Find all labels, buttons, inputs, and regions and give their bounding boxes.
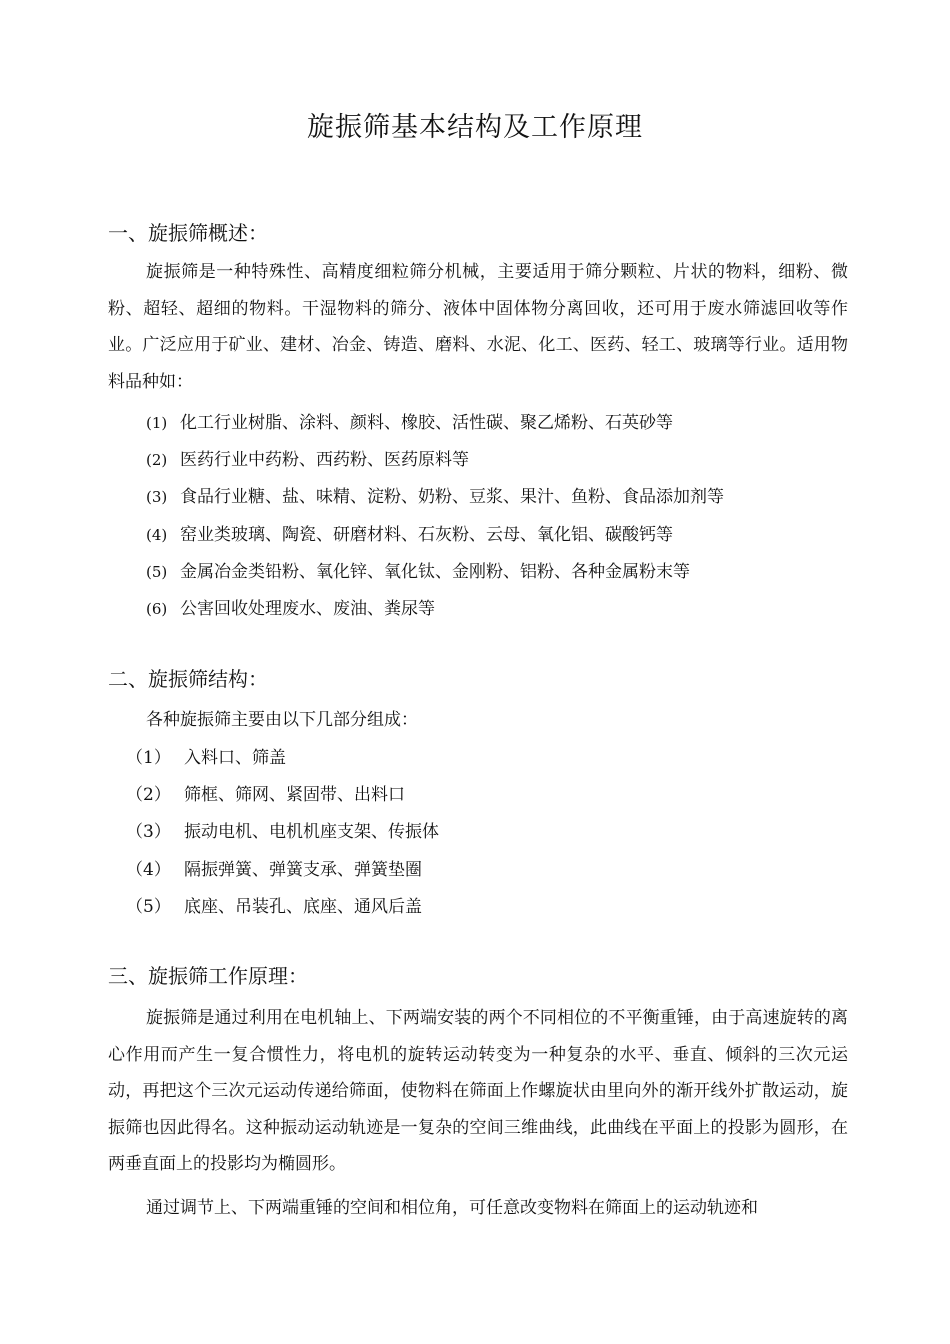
- section-1-paragraph: 旋振筛是一种特殊性、高精度细粒筛分机械，主要适用于筛分颗粒、片状的物料，细粉、微粉、超轻、超细的物料。干湿物料的筛分、液体中固体物分离回收，还可用于废水筛滤回收等作业。广泛应用于矿业、建材、冶金、铸造、磨料、水泥、化工、医药、轻工、玻璃等行业。适用物料品种如：: [108, 262, 848, 392]
- material-item: [146, 408, 673, 438]
- item-number: (2): [146, 451, 168, 469]
- item-text: 医药行业中药粉、西药粉、医药原料等: [180, 450, 469, 470]
- item-number: （1）: [126, 748, 171, 768]
- item-text: 化工行业树脂、涂料、颜料、橡胶、活性碳、聚乙烯粉、石英砂等: [180, 413, 673, 433]
- section-2-intro: 各种旋振筛主要由以下几部分组成：: [146, 710, 418, 730]
- item-text: 隔振弹簧、弹簧支承、弹簧垫圈: [184, 860, 422, 880]
- material-item: [146, 594, 435, 624]
- material-item: [146, 445, 469, 475]
- item-text: 底座、吊装孔、底座、通风后盖: [184, 897, 422, 917]
- item-number: (1): [146, 414, 168, 432]
- material-item: [146, 557, 690, 587]
- item-text: 振动电机、电机机座支架、传振体: [184, 822, 439, 842]
- structure-item: [126, 855, 422, 885]
- section-2-heading: 二、旋振筛结构：: [108, 667, 268, 691]
- item-text: 窑业类玻璃、陶瓷、研磨材料、石灰粉、云母、氧化铝、碳酸钙等: [180, 525, 673, 545]
- material-item: [146, 482, 724, 512]
- item-text: 入料口、筛盖: [184, 748, 286, 768]
- item-number: （4）: [126, 860, 171, 880]
- item-number: (4): [146, 526, 168, 544]
- section-3-heading: 三、旋振筛工作原理：: [108, 964, 308, 988]
- item-text: 金属冶金类铅粉、氧化锌、氧化钛、金刚粉、铝粉、各种金属粉末等: [180, 562, 690, 582]
- item-number: (5): [146, 563, 168, 581]
- item-text: 筛框、筛网、紧固带、出料口: [184, 785, 405, 805]
- item-text: 公害回收处理废水、废油、粪尿等: [180, 599, 435, 619]
- structure-item: [126, 892, 422, 922]
- item-number: （3）: [126, 822, 171, 842]
- structure-item: [126, 817, 439, 847]
- document-title: 旋振筛基本结构及工作原理: [307, 112, 643, 143]
- section-3-paragraph-2: 通过调节上、下两端重锤的空间和相位角，可任意改变物料在筛面上的运动轨迹和: [146, 1198, 758, 1218]
- structure-item: [126, 780, 405, 810]
- section-1-heading: 一、旋振筛概述：: [108, 221, 268, 245]
- item-number: （5）: [126, 897, 171, 917]
- item-text: 食品行业糖、盐、味精、淀粉、奶粉、豆浆、果汁、鱼粉、食品添加剂等: [180, 487, 724, 507]
- item-number: (3): [146, 488, 168, 506]
- item-number: （2）: [126, 785, 171, 805]
- material-item: [146, 520, 673, 550]
- item-number: (6): [146, 600, 168, 618]
- structure-item: [126, 743, 286, 773]
- section-3-paragraph-1: 旋振筛是通过利用在电机轴上、下两端安装的两个不同相位的不平衡重锤，由于高速旋转的离心作用而产生一复合惯性力，将电机的旋转运动转变为一种复杂的水平、垂直、倾斜的三次元运动，再把这个三次元运动传递给筛面，使物料在筛面上作螺旋状由里向外的渐开线外扩散运动，旋振筛也因此得名。这种振动运动轨迹是一复杂的空间三维曲线，此曲线在平面上的投影为圆形，在两垂直面上的投影均为椭圆形。: [108, 1008, 848, 1174]
